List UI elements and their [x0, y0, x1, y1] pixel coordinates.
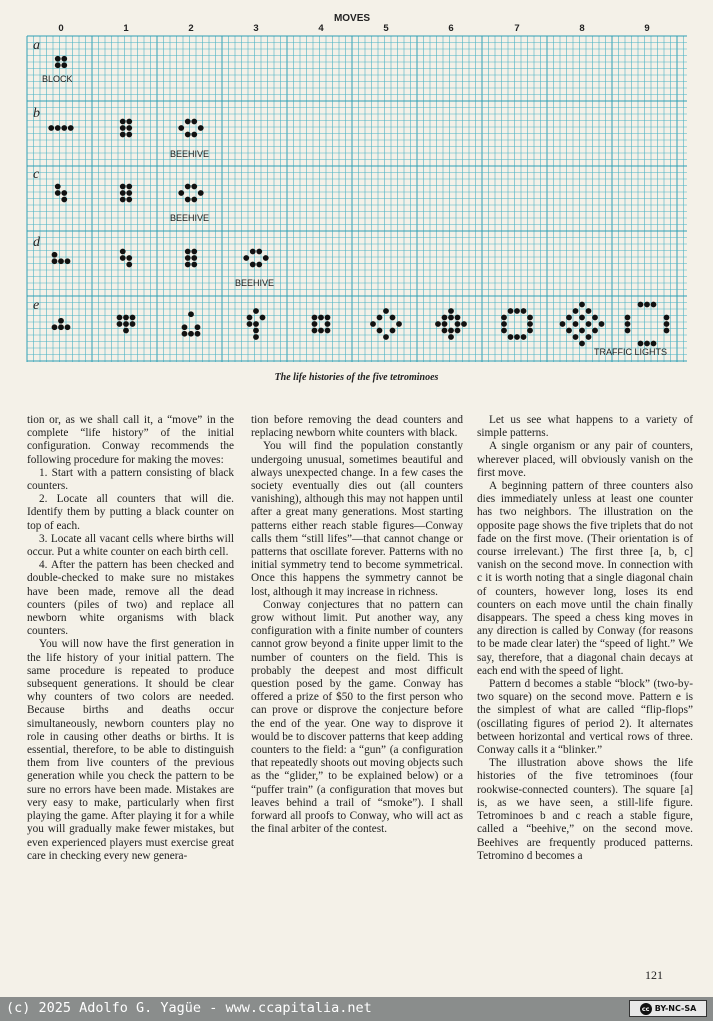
counter: [442, 315, 448, 321]
counter: [638, 341, 644, 347]
paragraph: Conway conjectures that no pattern can grow without limit. Put another way, any configuration with a finite number of counters cannot grow beyond a finite upper limit to the number of counters on the field. This is probably the deepest and most difficult question posed by the game. Conway has offered a prize of $50 to the first person who can prove or disprove the conjecture before the end of the year. One way to disprove it would be to discover patterns that keep adding counters to the field: a “gun” (a configuration that repeatedly shoots out moving objects such as the “glider,” to be explained below) or a “puffer train” (a configuration that moves but leaves behind a trail of “smoke”). I shall forward all proofs to Conway, who will act as the final arbiter of the contest.: [251, 598, 463, 836]
paragraph: The illustration above shows the life histories of the five tetrominoes (four rookwise-connected counters). The square [a] is, as we have seen, a still-life figure. Tetrominoes b and c reach a stable figure, called a “beehive,” on the second move. Beehives are frequently produced patterns. Tetromino d becomes a: [477, 757, 693, 862]
counter: [55, 62, 61, 68]
counter: [383, 334, 389, 340]
counter: [370, 321, 376, 327]
counter: [579, 302, 585, 308]
counter: [514, 334, 520, 340]
counter: [263, 255, 269, 261]
counter: [182, 324, 188, 330]
counter: [256, 262, 262, 268]
counter: [455, 315, 461, 321]
counter: [52, 324, 58, 330]
counter: [61, 190, 67, 196]
counter: [120, 132, 126, 138]
counter: [65, 324, 71, 330]
counter: [508, 334, 514, 340]
counter: [664, 315, 670, 321]
counter: [455, 328, 461, 334]
counter: [501, 321, 507, 327]
counter: [325, 315, 331, 321]
move-number-6: 6: [448, 23, 454, 34]
counter: [448, 308, 454, 314]
text-column-3: [477, 414, 693, 954]
license-label: BY-NC-SA: [654, 1004, 697, 1013]
counter: [123, 315, 129, 321]
counter: [461, 321, 467, 327]
counter: [260, 315, 266, 321]
creative-commons-icon: cc: [640, 1003, 652, 1015]
counter: [178, 190, 184, 196]
counter: [191, 132, 197, 138]
counter: [52, 252, 58, 258]
counter: [586, 308, 592, 314]
copyright-text: (c) 2025 Adolfo G. Yagüe - www.ccapitalia.net: [6, 1000, 372, 1016]
counter: [61, 125, 67, 131]
counter: [191, 184, 197, 190]
counter: [55, 184, 61, 190]
figure-caption: The life histories of the five tetrominoes: [274, 372, 439, 383]
counter: [638, 302, 644, 308]
counter: [377, 315, 383, 321]
counter: [178, 125, 184, 131]
paragraph: A single organism or any pair of counters, wherever placed, will obviously vanish on the first move.: [477, 440, 693, 479]
paragraph: 1. Start with a pattern consisting of black counters.: [27, 466, 234, 493]
counter: [120, 125, 126, 131]
counter: [256, 249, 262, 255]
counter: [126, 119, 132, 125]
counter: [664, 328, 670, 334]
counter: [325, 321, 331, 327]
counter: [566, 328, 572, 334]
counter: [318, 315, 324, 321]
paragraph: Pattern d becomes a stable “block” (two-by-two square) on the second move. Pattern e is the simplest of what are called “flip-flops” (oscillating figures of period 2). It alternates between horizontal and vertical rows of three. Conway calls it a “blinker.”: [477, 678, 693, 757]
counter: [312, 321, 318, 327]
row-letter-a: a: [33, 38, 40, 53]
counter: [58, 258, 64, 264]
counter: [396, 321, 402, 327]
counter: [185, 184, 191, 190]
move-number-5: 5: [383, 23, 389, 34]
counter: [195, 331, 201, 337]
counter: [48, 125, 54, 131]
counter: [120, 190, 126, 196]
counter: [120, 184, 126, 190]
counter: [442, 328, 448, 334]
counter: [126, 125, 132, 131]
paragraph: 4. After the pattern has been checked and double-checked to make sure no mistakes have been made, remove all the dead counters (piles of two) and replace all newborn white organisms with black counters.: [27, 559, 234, 638]
paragraph: You will find the population constantly undergoing unusual, sometimes beautiful and always unexpected change. In a few cases the society eventually dies out (all counters vanishing), although this may not happen until after a great many generations. Most starting patterns either reach stable figures—Conway calls them “still lifes”—that cannot change or patterns that oscillate forever. Patterns with no initial symmetry tend to become symmetrical. Once this happens the symmetry cannot be lost, although it may increase in richness.: [251, 440, 463, 598]
counter: [123, 321, 129, 327]
counter: [191, 197, 197, 203]
counter: [442, 321, 448, 327]
move-number-1: 1: [123, 23, 129, 34]
counter: [120, 197, 126, 203]
counter: [527, 321, 533, 327]
counter: [55, 190, 61, 196]
counter: [383, 308, 389, 314]
counter: [253, 321, 259, 327]
moves-header: MOVES: [333, 13, 371, 24]
counter: [185, 255, 191, 261]
counter: [448, 315, 454, 321]
counter: [579, 341, 585, 347]
move-number-3: 3: [253, 23, 259, 34]
counter: [573, 321, 579, 327]
counter: [61, 56, 67, 62]
row-letter-d: d: [33, 235, 40, 250]
counter: [579, 315, 585, 321]
counter: [377, 328, 383, 334]
counter: [625, 315, 631, 321]
counter: [185, 197, 191, 203]
counter: [312, 328, 318, 334]
counter: [592, 315, 598, 321]
pattern-label-e: TRAFFIC LIGHTS: [594, 347, 668, 357]
counter: [58, 324, 64, 330]
counter: [592, 328, 598, 334]
text-column-2: [251, 414, 463, 954]
counter: [117, 321, 123, 327]
counter: [599, 321, 605, 327]
counter: [644, 341, 650, 347]
move-number-2: 2: [188, 23, 194, 34]
counter: [644, 302, 650, 308]
counter: [247, 321, 253, 327]
counter: [191, 119, 197, 125]
counter: [253, 308, 259, 314]
row-letter-e: e: [33, 298, 40, 313]
counter: [126, 190, 132, 196]
counter: [573, 334, 579, 340]
counter: [521, 334, 527, 340]
counter: [117, 315, 123, 321]
counter: [514, 308, 520, 314]
counter: [390, 315, 396, 321]
counter: [312, 315, 318, 321]
counter: [55, 56, 61, 62]
counter: [448, 328, 454, 334]
counter: [247, 315, 253, 321]
counter: [126, 262, 132, 268]
counter: [651, 302, 657, 308]
page-number: 121: [645, 968, 663, 982]
counter: [625, 328, 631, 334]
row-letter-c: c: [33, 167, 40, 182]
counter: [455, 321, 461, 327]
counter: [664, 321, 670, 327]
counter: [195, 324, 201, 330]
counter: [185, 132, 191, 138]
move-number-8: 8: [579, 23, 585, 34]
paragraph: You will now have the first generation in the life history of your initial pattern. The same procedure is repeated to produce subsequent generations. It should be clear why counters of two colors are needed. Because births and deaths occur simultaneously, newborn counters play no role in causing other deaths or births. It is essential, therefore, to be able to distinguish them from live counters of the previous generation while you check the pattern to be sure no errors have been made. Mistakes are very easy to make, particularly when first playing the game. After playing it for a while you will gradually make fewer mistakes, but even experienced players must exercise great care in checking every new genera-: [27, 638, 234, 862]
counter: [123, 328, 129, 334]
counter: [501, 315, 507, 321]
counter: [253, 328, 259, 334]
counter: [130, 315, 136, 321]
pattern-label-d: BEEHIVE: [235, 278, 275, 288]
move-number-0: 0: [58, 23, 64, 34]
counter: [448, 334, 454, 340]
paragraph: Let us see what happens to a variety of simple patterns.: [477, 414, 693, 440]
counter: [560, 321, 566, 327]
counter: [188, 311, 194, 317]
counter: [126, 132, 132, 138]
counter: [527, 315, 533, 321]
counter: [55, 125, 61, 131]
counter: [191, 249, 197, 255]
move-number-7: 7: [514, 23, 520, 34]
pattern-label-c: BEEHIVE: [170, 213, 210, 223]
counter: [435, 321, 441, 327]
counter: [566, 315, 572, 321]
move-number-9: 9: [644, 23, 650, 34]
counter: [120, 119, 126, 125]
counter: [250, 249, 256, 255]
paragraph: 2. Locate all counters that will die. Identify them by putting a black counter on top of each.: [27, 493, 234, 532]
pattern-label-b: BEEHIVE: [170, 149, 210, 159]
paragraph: tion or, as we shall call it, a “move” in the complete “life history” of the initial configuration. Conway recommends the following procedure for making the moves:: [27, 414, 234, 466]
counter: [126, 184, 132, 190]
counter: [58, 318, 64, 324]
counter: [318, 328, 324, 334]
paragraph: 3. Locate all vacant cells where births will occur. Put a white counter on each birth cell.: [27, 532, 234, 559]
counter: [198, 125, 204, 131]
counter: [126, 255, 132, 261]
counter: [325, 328, 331, 334]
copyright-footer: [0, 997, 713, 1021]
row-letter-b: b: [33, 106, 40, 121]
counter: [250, 262, 256, 268]
counter: [579, 328, 585, 334]
counter: [390, 328, 396, 334]
move-number-4: 4: [318, 23, 324, 34]
counter: [185, 262, 191, 268]
counter: [508, 308, 514, 314]
paragraph: tion before removing the dead counters and replacing newborn white counters with black.: [251, 414, 463, 440]
counter: [126, 197, 132, 203]
paragraph: A beginning pattern of three counters also dies immediately unless at least one counter has two neighbors. The illustration on the opposite page shows the five triplets that do not fade on the first move. (Their orientation is of course irrelevant.) The first three [a, b, c] vanish on the second move. In connection with c it is worth noting that a single diagonal chain of counters, however long, loses its end counters on each move until the chain finally disappears. The speed a chess king moves in any direction is called by Conway (for reasons to be made clear later) the “speed of light.” We say, therefore, that a diagonal chain decays at each end with the speed of light.: [477, 480, 693, 677]
counter: [625, 321, 631, 327]
counter: [52, 258, 58, 264]
counter: [182, 331, 188, 337]
counter: [586, 321, 592, 327]
counter: [191, 262, 197, 268]
counter: [521, 308, 527, 314]
counter: [191, 255, 197, 261]
counter: [188, 331, 194, 337]
counter: [61, 197, 67, 203]
counter: [120, 249, 126, 255]
counter: [61, 62, 67, 68]
counter: [130, 321, 136, 327]
counter: [527, 328, 533, 334]
counter: [185, 119, 191, 125]
text-column-1: [27, 414, 234, 954]
counter: [586, 334, 592, 340]
pattern-label-a: BLOCK: [42, 74, 73, 84]
counter: [501, 328, 507, 334]
counter: [185, 249, 191, 255]
license-badge: [629, 1000, 707, 1017]
counter: [68, 125, 74, 131]
counter: [253, 334, 259, 340]
tetromino-life-histories-figure: [0, 0, 713, 372]
counter: [120, 255, 126, 261]
counter: [573, 308, 579, 314]
counter: [243, 255, 249, 261]
counter: [198, 190, 204, 196]
counter: [65, 258, 71, 264]
counter: [651, 341, 657, 347]
